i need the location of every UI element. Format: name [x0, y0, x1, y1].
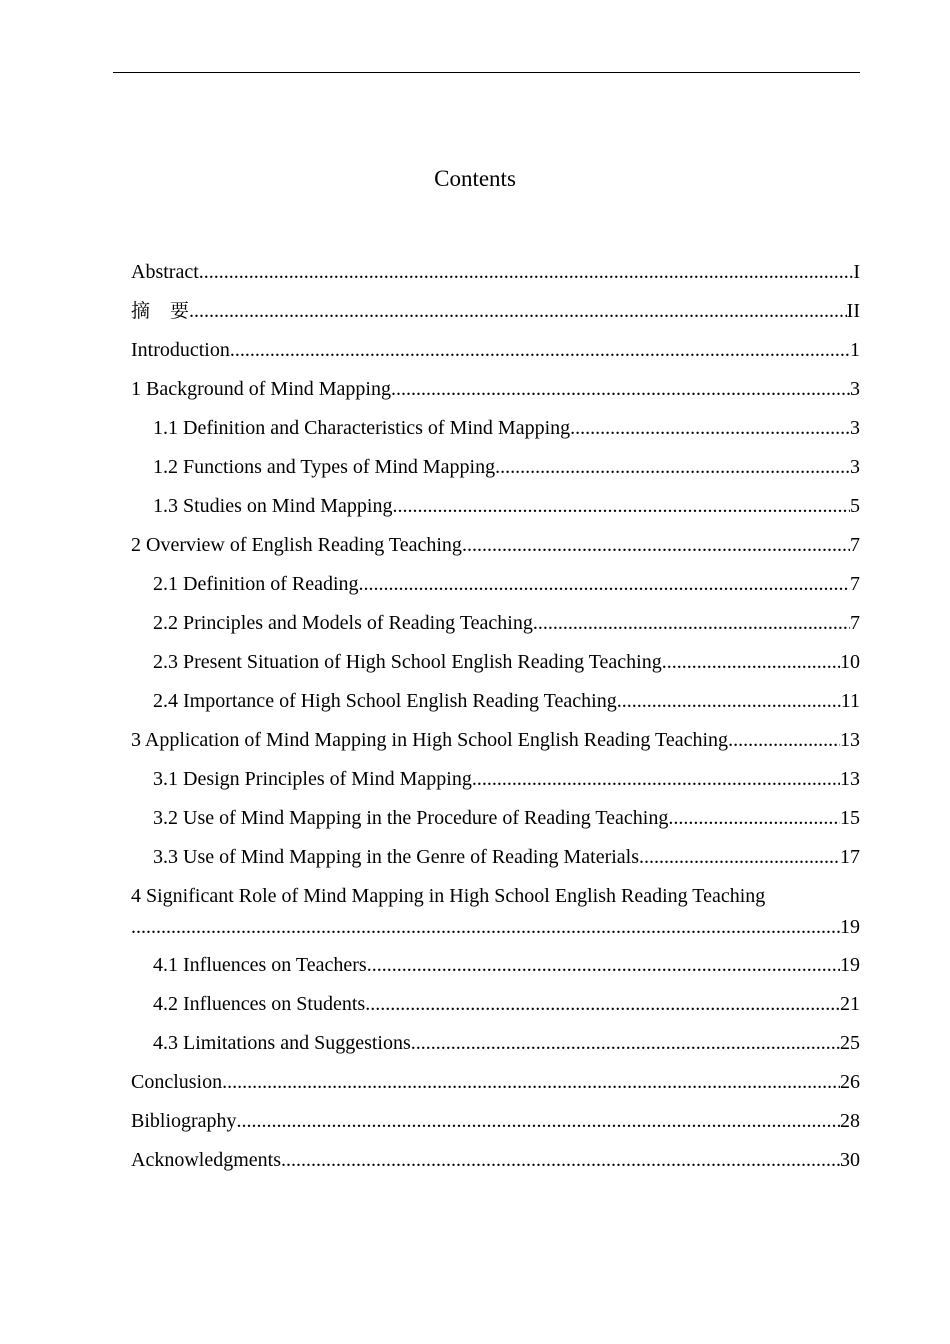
toc-entry-label: 4.3 Limitations and Suggestions: [153, 1032, 411, 1054]
toc-leader: [230, 335, 850, 365]
toc-leader: [411, 1028, 840, 1058]
toc-entry-section-1-2[interactable]: [131, 452, 860, 491]
toc-entry-section-1-1[interactable]: [131, 413, 860, 452]
toc-entry-label: 1.1 Definition and Characteristics of Mind Mapping: [153, 417, 571, 439]
toc-entry-conclusion[interactable]: [131, 1067, 860, 1106]
toc-leader: [237, 1106, 840, 1136]
toc-entry-label: 4.1 Influences on Teachers: [153, 954, 367, 976]
toc-entry-label: 4 Significant Role of Mind Mapping in High School English Reading Teaching: [131, 885, 766, 907]
toc-page-number: 26: [840, 1071, 860, 1093]
toc-leader: [222, 1067, 840, 1097]
toc-page-number: 17: [840, 846, 860, 868]
toc-leader: [189, 296, 847, 326]
toc-entry-label: 2.2 Principles and Models of Reading Teaching: [153, 612, 533, 634]
toc-entry-label: Conclusion: [131, 1071, 223, 1093]
toc-page-number: 7: [850, 534, 860, 556]
toc-entry-abstract[interactable]: [131, 257, 860, 296]
toc-entry-chapter-3[interactable]: [131, 725, 860, 764]
toc-page-number: 30: [840, 1149, 860, 1171]
toc-entry-section-1-3[interactable]: [131, 491, 860, 530]
toc-page-number: 19: [840, 954, 860, 976]
toc-entry-leader-line: [131, 911, 860, 950]
toc-leader: [462, 530, 850, 560]
toc-page-number: 21: [840, 993, 860, 1015]
toc-entry-section-4-2[interactable]: [131, 989, 860, 1028]
toc-entry-label: 2.4 Importance of High School English Reading Teaching: [153, 690, 617, 712]
toc-entry-label: 2.1 Definition of Reading: [153, 573, 359, 595]
toc-page-number: 3: [850, 417, 860, 439]
toc-page-number: 3: [850, 456, 860, 478]
toc-page-number: 28: [840, 1110, 860, 1132]
toc-entry-label: Abstract: [131, 261, 199, 283]
toc-leader: [359, 569, 850, 599]
toc-entry-label: 1 Background of Mind Mapping: [131, 378, 391, 400]
toc-page-number: II: [846, 300, 860, 322]
toc-entry-label: 3 Application of Mind Mapping in High School English Reading Teaching: [131, 729, 729, 751]
toc-entry-chapter-4[interactable]: [131, 881, 860, 950]
toc-page-number: 7: [850, 612, 860, 634]
toc-entry-label: Bibliography: [131, 1110, 237, 1132]
toc-page-number: 11: [840, 690, 860, 712]
toc-entry-section-2-4[interactable]: [131, 686, 860, 725]
toc-leader: [639, 842, 840, 872]
toc-entry-label: 4.2 Influences on Students: [153, 993, 366, 1015]
toc-entry-label: Introduction: [131, 339, 230, 361]
toc-entry-label: 1.3 Studies on Mind Mapping: [153, 495, 393, 517]
toc-leader: [131, 911, 840, 943]
toc-leader: [367, 950, 840, 980]
toc-entry-section-2-2[interactable]: [131, 608, 860, 647]
toc-leader: [365, 989, 840, 1019]
toc-entry-chapter-1[interactable]: [131, 374, 860, 413]
toc-entry-section-2-3[interactable]: [131, 647, 860, 686]
toc-leader: [392, 491, 850, 521]
toc-leader: [570, 413, 850, 443]
toc-leader: [728, 725, 840, 755]
toc-entry-label: 3.3 Use of Mind Mapping in the Genre of Reading Materials: [153, 846, 640, 868]
toc-page-number: 25: [840, 1032, 860, 1054]
toc-leader: [281, 1145, 840, 1175]
toc-page-number: 3: [850, 378, 860, 400]
toc-entry-label: 2.3 Present Situation of High School English Reading Teaching: [153, 651, 662, 673]
toc-entry-label: Acknowledgments: [131, 1149, 281, 1171]
toc-leader: [472, 764, 840, 794]
toc-leader: [391, 374, 850, 404]
toc-entry-section-3-1[interactable]: [131, 764, 860, 803]
toc-entry-section-3-2[interactable]: [131, 803, 860, 842]
toc-entry-label: 2 Overview of English Reading Teaching: [131, 534, 462, 556]
table-of-contents: [131, 257, 860, 1184]
toc-page-number: 13: [840, 768, 860, 790]
page-title: Contents: [434, 166, 516, 191]
toc-page-number: 19: [840, 916, 860, 938]
toc-leader: [495, 452, 850, 482]
toc-leader: [662, 647, 840, 677]
toc-entry-introduction[interactable]: [131, 335, 860, 374]
toc-page-number: 10: [840, 651, 860, 673]
toc-leader: [668, 803, 840, 833]
toc-page-number: I: [853, 261, 860, 283]
toc-page-number: 15: [840, 807, 860, 829]
toc-entry-chapter-2[interactable]: [131, 530, 860, 569]
toc-entry-section-3-3[interactable]: [131, 842, 860, 881]
toc-entry-label: 3.2 Use of Mind Mapping in the Procedure of Reading Teaching: [153, 807, 669, 829]
toc-leader: [533, 608, 850, 638]
toc-entry-label: 3.1 Design Principles of Mind Mapping: [153, 768, 472, 790]
toc-entry-label: 摘要: [131, 300, 210, 322]
toc-page-number: 1: [850, 339, 860, 361]
toc-entry-chinese-abstract[interactable]: [131, 296, 860, 335]
toc-entry-section-4-1[interactable]: [131, 950, 860, 989]
toc-entry-bibliography[interactable]: [131, 1106, 860, 1145]
toc-page-number: 5: [850, 495, 860, 517]
toc-entry-label: 1.2 Functions and Types of Mind Mapping: [153, 456, 496, 478]
toc-page-number: 7: [850, 573, 860, 595]
header-rule: [113, 72, 860, 73]
toc-entry-section-2-1[interactable]: [131, 569, 860, 608]
toc-entry-acknowledgments[interactable]: [131, 1145, 860, 1184]
toc-leader: [199, 257, 854, 287]
toc-leader: [617, 686, 841, 716]
toc-entry-section-4-3[interactable]: [131, 1028, 860, 1067]
toc-page-number: 13: [840, 729, 860, 751]
